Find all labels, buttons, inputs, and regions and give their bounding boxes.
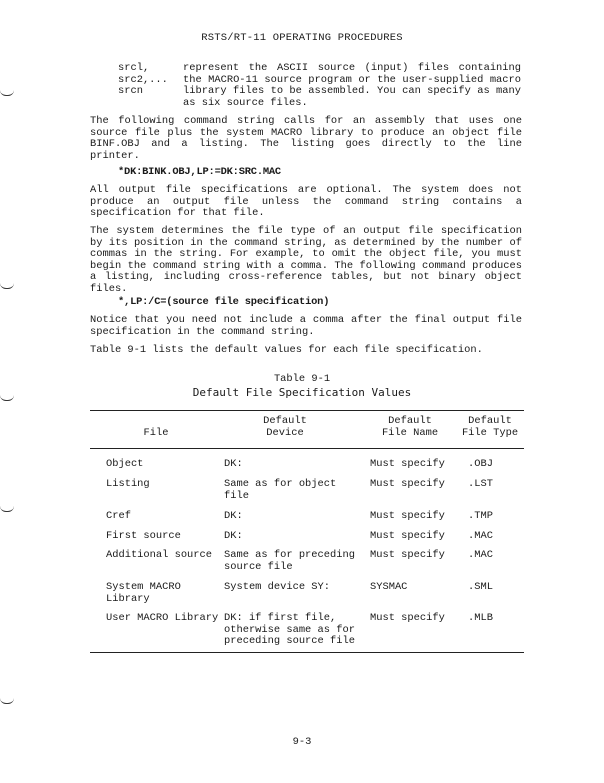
table-row-object-type: .OBJ [468, 458, 493, 470]
table-row-cref-file: Cref [106, 510, 131, 522]
table-row-additional-source-device: Same as for preceding source file [224, 549, 355, 573]
table-row-object-file: Object [106, 458, 144, 470]
paragraph-comma-note: Notice that you need not include a comma after the final output file specification in the command string. [90, 314, 522, 338]
table-row-system-macro-file: System MACRO Library [106, 581, 181, 605]
table-row-first-source-name: Must specify [370, 530, 445, 542]
table-row-first-source-device: DK: [224, 530, 243, 542]
table-row-user-macro-file: User MACRO Library [106, 612, 219, 624]
table-row-additional-source-name: Must specify [370, 549, 445, 561]
table-row-cref-type: .TMP [468, 510, 493, 522]
running-header: RSTS/RT-11 OPERATING PROCEDURES [201, 32, 403, 44]
table-header-rule [90, 448, 524, 449]
table-row-object-name: Must specify [370, 458, 445, 470]
table-row-system-macro-name: SYSMAC [370, 581, 408, 593]
table-row-user-macro-type: .MLB [468, 612, 493, 624]
table-row-first-source-type: .MAC [468, 530, 493, 542]
table-row-first-source-file: First source [106, 530, 181, 542]
table-top-rule [90, 410, 524, 411]
table-row-additional-source-file: Additional source [106, 549, 213, 561]
table-row-listing-type: .LST [468, 478, 493, 490]
margin-mark [0, 395, 14, 401]
margin-mark [0, 506, 14, 512]
paragraph-file-type-position: The system determines the file type of an output file specification by its position in the command string, as determined by the number of commas in the string. For example, to omit the object file, you must begin the command string with a comma. The following command produces a listing, including cross-reference tables, but not binary object files. [90, 225, 522, 295]
table-row-user-macro-device: DK: if first file, otherwise same as for preceding source file [224, 612, 355, 648]
command-example-2: *,LP:/C=(source file specification) [118, 296, 330, 308]
table-title: Default File Specification Values [192, 386, 412, 399]
table-row-cref-name: Must specify [370, 510, 445, 522]
term-src2: src2,... [118, 73, 168, 86]
header-name-line2: File Name [381, 427, 439, 439]
table-row-listing-name: Must specify [370, 478, 445, 490]
table-row-cref-device: DK: [224, 510, 243, 522]
table-row-system-macro-type: .SML [468, 581, 493, 593]
table-row-system-macro-device: System device SY: [224, 581, 331, 593]
term-srcn: srcn [118, 85, 143, 98]
paragraph-table-intro: Table 9-1 lists the default values for each file specification. [90, 344, 483, 356]
table-bottom-rule [90, 652, 524, 653]
table-number: Table 9-1 [273, 373, 331, 385]
header-type-line1: Default [468, 415, 512, 427]
table-row-listing-file: Listing [106, 478, 150, 490]
paragraph-assembly-example: The following command string calls for an assembly that uses one source file plus the system MACRO library to produce an object file BINF.OBJ and a listing. The listing goes directly to the line printer. [90, 115, 522, 162]
margin-mark [0, 283, 14, 289]
term-src1: srcl, [118, 62, 150, 74]
table-row-object-device: DK: [224, 458, 243, 470]
table-row-user-macro-name: Must specify [370, 612, 445, 624]
margin-mark [0, 698, 14, 704]
table-row-additional-source-type: .MAC [468, 549, 493, 561]
header-file: File [143, 427, 169, 439]
paragraph-output-optional: All output file specifications are optional. The system does not produce an output file unless the command string contains a specification for that file. [90, 184, 522, 220]
page-number: 9-3 [292, 736, 312, 748]
header-name-line1: Default [388, 415, 432, 427]
definition-description: represent the ASCII source (input) files containing the MACRO-11 source program or the user-supplied macro library files to be assembled. You can specify as many as six source files. [183, 62, 521, 109]
header-type-line2: File Type [461, 427, 519, 439]
margin-mark [0, 90, 14, 96]
header-device-line1: Default [263, 415, 307, 427]
header-device-line2: Device [266, 427, 304, 439]
table-row-listing-device: Same as for object file [224, 478, 337, 502]
command-example-1: *DK:BINK.OBJ,LP:=DK:SRC.MAC [118, 166, 281, 178]
